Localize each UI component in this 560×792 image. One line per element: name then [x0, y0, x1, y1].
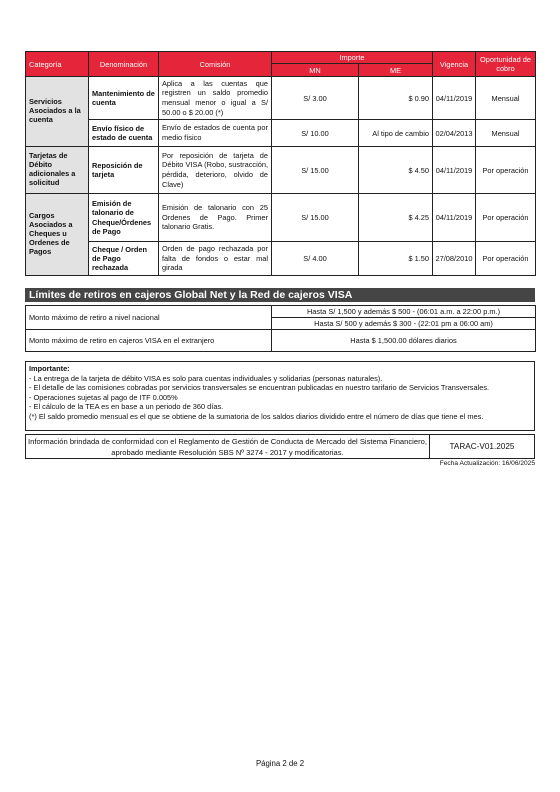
note-item: - La entrega de la tarjeta de débito VISA es solo para cuentas individuales y solidarias (personas naturales). — [29, 373, 383, 383]
table-row — [26, 147, 536, 194]
limits-section-title: Límites de retiros en cajeros Global Net y la Red de cajeros VISA — [25, 288, 535, 302]
header-denominacion: Denominación — [89, 52, 159, 77]
denominacion-cell: Envío físico de estado de cuenta — [89, 120, 159, 147]
category-cell: Cargos Asociados a Cheques u Ordenes de Pagos — [26, 194, 89, 276]
limits-table — [25, 305, 536, 352]
comision-cell: Por reposición de tarjeta de Débito VISA (Robo, sustracción, pérdida, deterioro, olvido de Clave) — [159, 147, 272, 194]
header-comision: Comisión — [159, 52, 272, 77]
header-me: ME — [359, 64, 433, 77]
comision-cell: Envío de estados de cuenta por medio físico — [159, 120, 272, 147]
header-importe: Importe — [272, 52, 433, 64]
comision-cell: Emisión de talonario con 25 Ordenes de Pago. Primer talonario Gratis. — [159, 194, 272, 242]
mn-cell: S/ 15.00 — [272, 147, 359, 194]
mn-cell: S/ 3.00 — [272, 77, 359, 120]
important-notes — [25, 361, 535, 431]
denominacion-cell: Emisión de talonario de Cheque/Órdenes de Pago — [89, 194, 159, 242]
oportunidad-cell: Por operación — [476, 242, 536, 276]
header-categoria: Categoría — [26, 52, 89, 77]
me-cell: Al tipo de cambio — [359, 120, 433, 147]
regulation-line: Información brindada de conformidad con el Reglamento de Gestión de Conducta de Mercado del Sistema Financiero, — [28, 437, 427, 446]
regulation-line: aprobado mediante Resolución SBS Nº 3274 - 2017 y modificatorias. — [111, 447, 344, 457]
note-item: - El cálculo de la TEA es en base a un periodo de 360 días. — [29, 402, 224, 412]
comision-cell: Aplica a las cuentas que registren un saldo promedio mensual menor o igual a S/ 50.00 o $ 20.00 (*) — [159, 77, 272, 120]
denominacion-cell: Cheque / Orden de Pago rechazada — [89, 242, 159, 276]
abroad-limit-value: Hasta $ 1,500.00 dólares diarios — [272, 330, 536, 352]
mn-cell: S/ 15.00 — [272, 194, 359, 242]
table-row — [26, 194, 536, 242]
table-row — [26, 330, 536, 352]
me-cell: $ 4.25 — [359, 194, 433, 242]
vigencia-cell: 27/08/2010 — [433, 242, 476, 276]
table-row — [26, 77, 536, 120]
oportunidad-cell: Por operación — [476, 194, 536, 242]
mn-cell: S/ 4.00 — [272, 242, 359, 276]
page-number: Página 2 de 2 — [255, 759, 305, 768]
note-item: - El detalle de las comisiones cobradas por servicios transversales se encuentran publicadas en nuestro tarifario de Servicios Transversales. — [29, 383, 490, 393]
note-item: - Operaciones sujetas al pago de ITF 0.005% — [29, 392, 178, 402]
header-oportunidad: Oportunidad de cobro — [476, 52, 536, 77]
oportunidad-cell: Mensual — [476, 120, 536, 147]
national-limit-night: Hasta S/ 500 y además $ 300 - (22:01 pm a 06:00 am) — [272, 318, 536, 330]
vigencia-cell: 02/04/2013 — [433, 120, 476, 147]
table-row — [26, 306, 536, 318]
oportunidad-cell: Mensual — [476, 77, 536, 120]
header-mn: MN — [272, 64, 359, 77]
update-date: Fecha Actualización: 16/06/2025 — [439, 460, 535, 467]
denominacion-cell: Reposición de tarjeta — [89, 147, 159, 194]
abroad-limit-label: Monto máximo de retiro en cajeros VISA en el extranjero — [26, 330, 272, 352]
vigencia-cell: 04/11/2019 — [433, 194, 476, 242]
category-cell: Tarjetas de Débito adicionales a solicitud — [26, 147, 89, 194]
regulation-footer — [25, 434, 535, 459]
vigencia-cell: 04/11/2019 — [433, 147, 476, 194]
document-code: TARAC-V01.2025 — [449, 442, 515, 451]
vigencia-cell: 04/11/2019 — [433, 77, 476, 120]
oportunidad-cell: Por operación — [476, 147, 536, 194]
fees-table — [25, 51, 536, 276]
notes-header: Importante: — [29, 364, 70, 373]
national-limit-day: Hasta S/ 1,500 y además $ 500 - (06:01 a.m. a 22:00 p.m.) — [272, 306, 536, 318]
comision-cell: Orden de pago rechazada por falta de fondos o estar mal girada — [159, 242, 272, 276]
note-item: (*) El saldo promedio mensual es el que se obtiene de la sumatoria de los saldos diarios dividido entre el número de días que tiene el mes. — [29, 411, 484, 421]
table-row — [26, 242, 536, 276]
me-cell: $ 4.50 — [359, 147, 433, 194]
header-vigencia: Vigencia — [433, 52, 476, 77]
regulation-text — [26, 435, 430, 458]
me-cell: $ 1.50 — [359, 242, 433, 276]
table-row — [26, 120, 536, 147]
category-cell: Servicios Asociados a la cuenta — [26, 77, 89, 147]
denominacion-cell: Mantenimiento de cuenta — [89, 77, 159, 120]
national-limit-label: Monto máximo de retiro a nivel nacional — [26, 306, 272, 330]
mn-cell: S/ 10.00 — [272, 120, 359, 147]
me-cell: $ 0.90 — [359, 77, 433, 120]
